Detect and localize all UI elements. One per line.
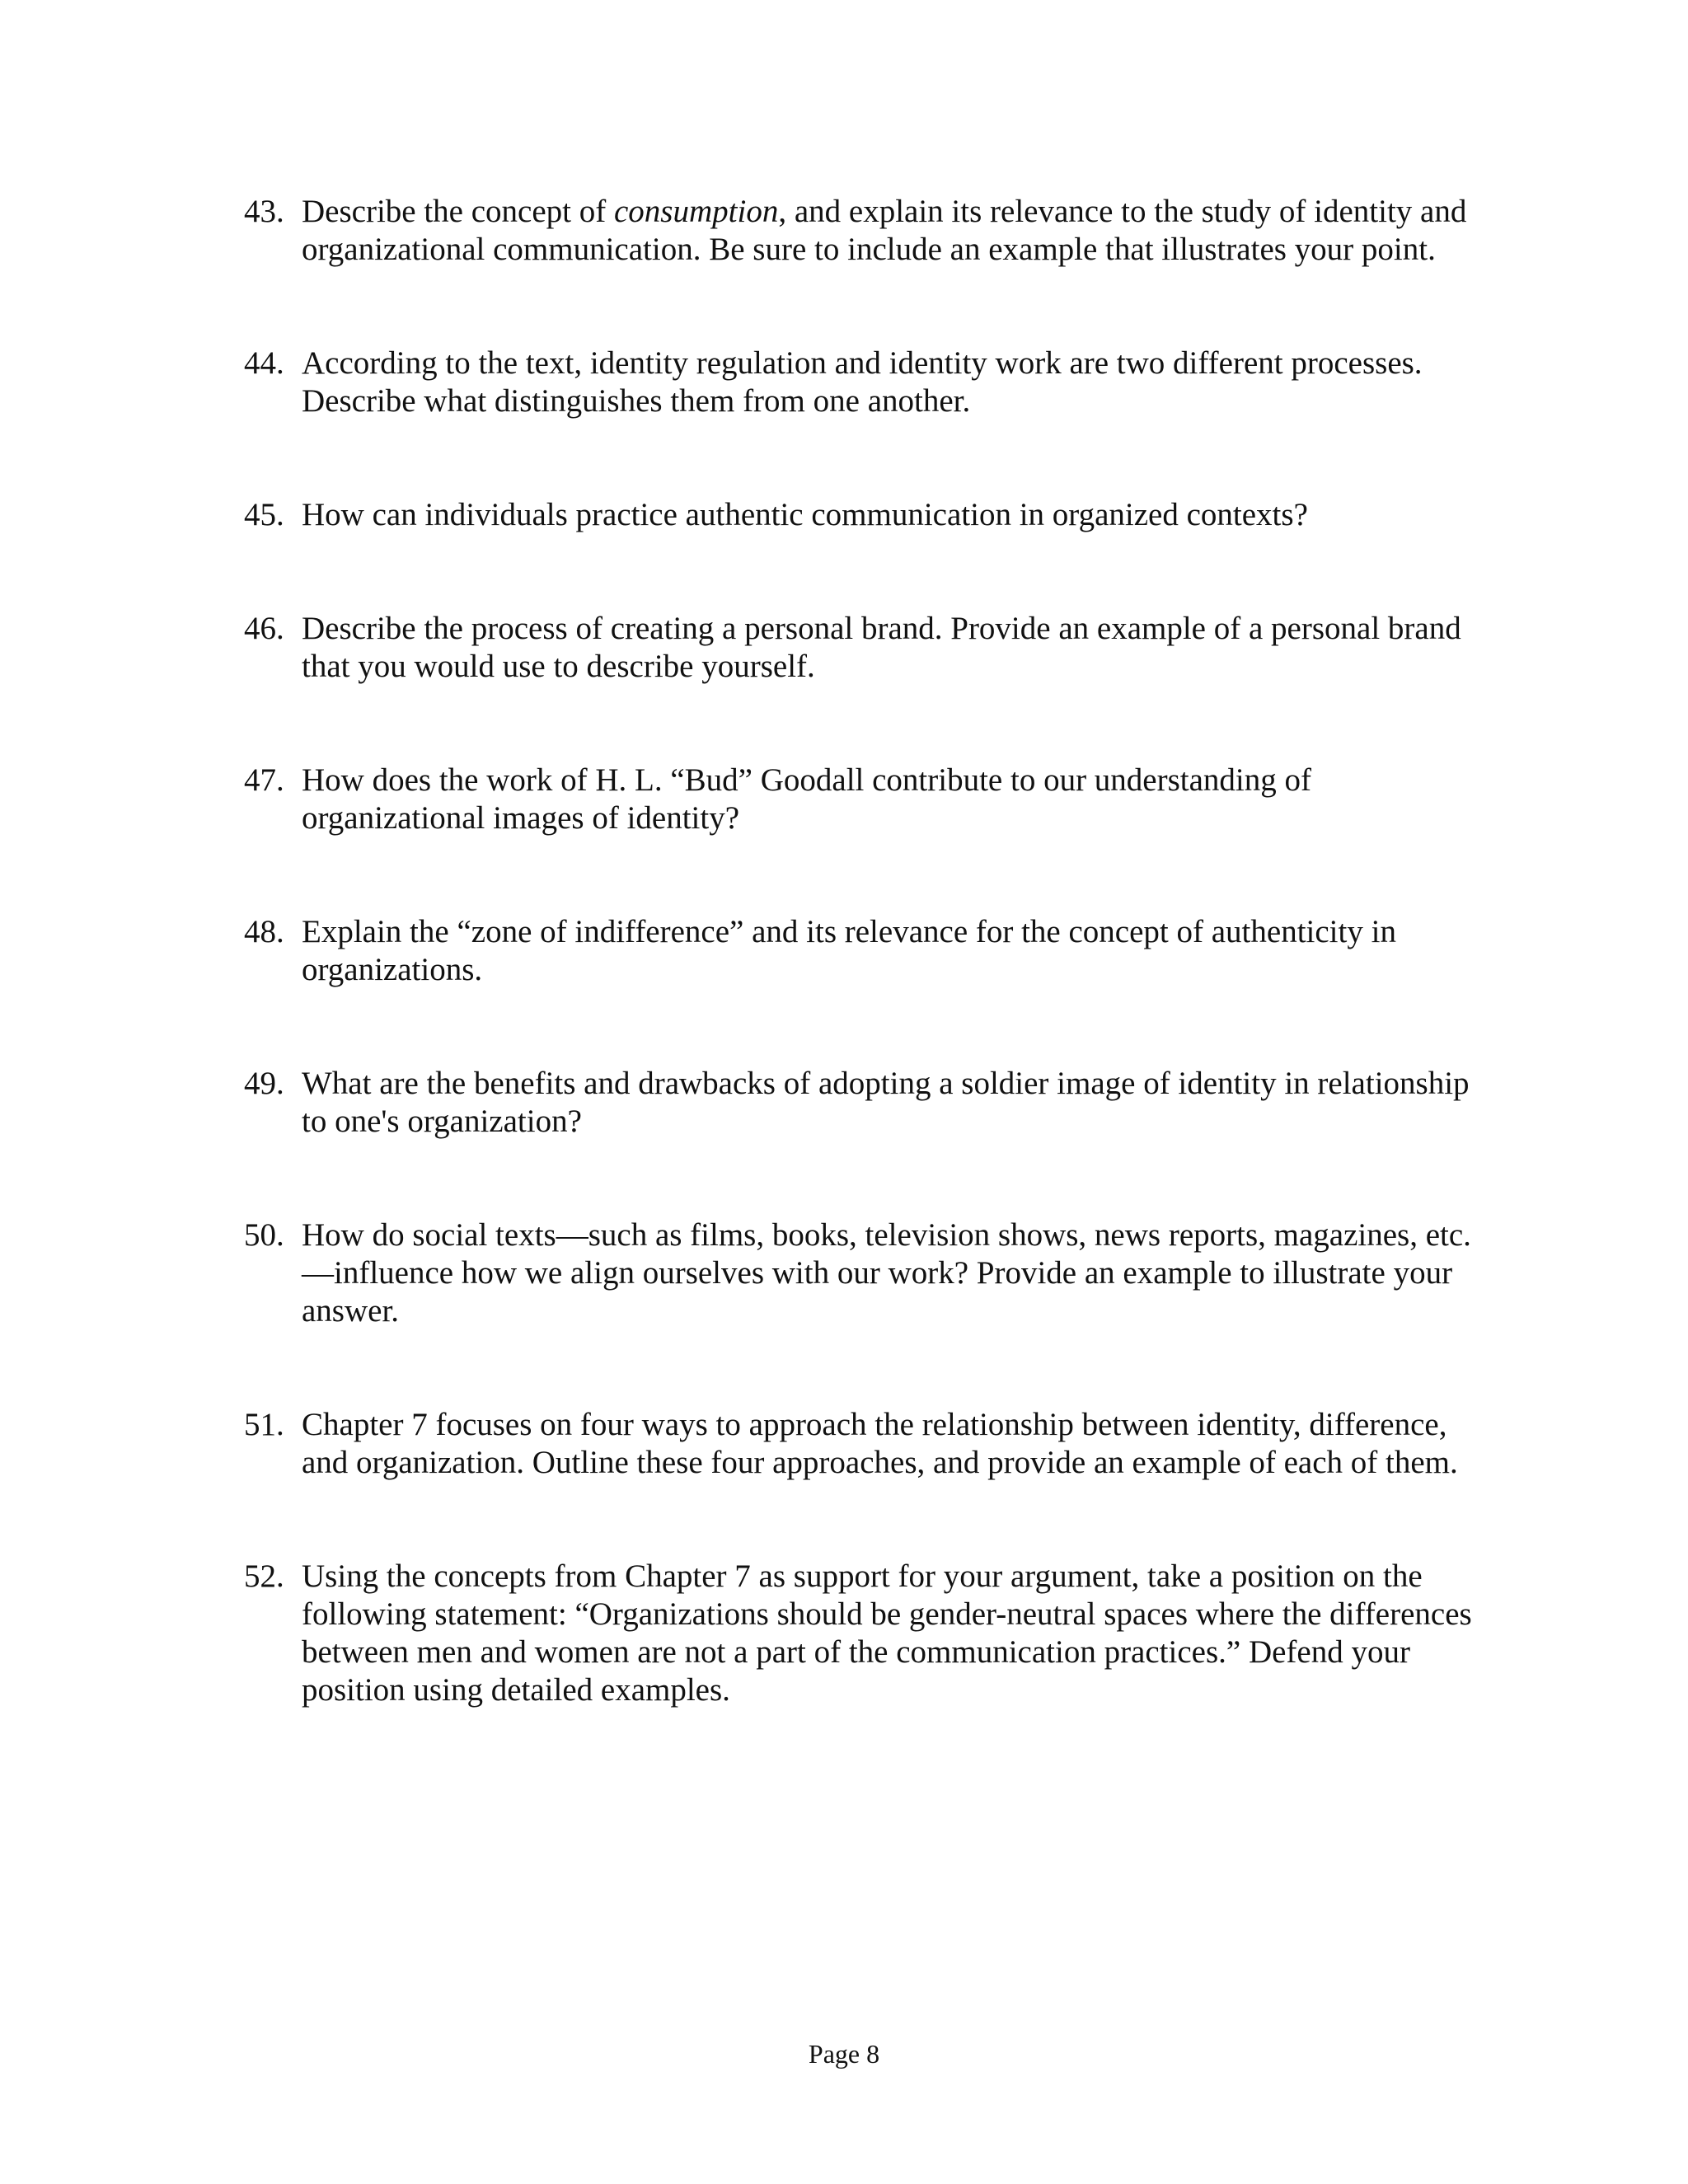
- question-text: [302, 345, 1423, 419]
- question-text-part: According to the text, identity regulation and identity work are two different processes. Describe what distinguishes them from one another.: [302, 345, 1423, 419]
- question-text-part: Describe the concept of: [302, 194, 614, 229]
- question-text: [302, 1558, 1472, 1708]
- question-text: [302, 497, 1308, 532]
- question-text-part: What are the benefits and drawbacks of adopting a soldier image of identity in relationship to one's organization?: [302, 1066, 1470, 1139]
- question-text-part: Explain the “zone of indifference” and its relevance for the concept of authenticity in organizations.: [302, 914, 1396, 987]
- question-text-part: How can individuals practice authentic communication in organized contexts?: [302, 497, 1308, 532]
- question-item: [244, 1216, 1472, 1330]
- question-list: [244, 193, 1472, 1785]
- question-number: 43.: [244, 194, 284, 229]
- question-text: [302, 1217, 1471, 1329]
- question-text-part: , and explain its relevance to the study of identity and organizational communication. Be sure to include an example that illustrates your point.: [302, 194, 1467, 267]
- question-text-part: How does the work of H. L. “Bud” Goodall contribute to our understanding of organizational images of identity?: [302, 762, 1311, 836]
- question-number: 48.: [244, 914, 284, 949]
- question-text: [302, 611, 1461, 684]
- page-number: Page 8: [808, 2039, 880, 2069]
- question-item: [244, 762, 1472, 837]
- question-text-part: How do social texts—such as films, books, television shows, news reports, magazines, etc.—influence how we align ourselves with our work? Provide an example to illustrate your answer.: [302, 1217, 1471, 1329]
- question-item: [244, 496, 1472, 534]
- question-text-part: Describe the process of creating a personal brand. Provide an example of a personal brand that you would use to describe yourself.: [302, 611, 1461, 684]
- question-item: [244, 1065, 1472, 1141]
- question-item: [244, 1558, 1472, 1709]
- question-text: [302, 914, 1396, 987]
- question-item: [244, 913, 1472, 989]
- question-number: 46.: [244, 611, 284, 646]
- question-text-part: Using the concepts from Chapter 7 as support for your argument, take a position on the following statement: “Organizations should be gender-neutral spaces where the differences between men and women are not a part of the communication practices.” Defend your position using detailed examples.: [302, 1558, 1472, 1708]
- question-number: 50.: [244, 1217, 284, 1253]
- question-text-part: Chapter 7 focuses on four ways to approach the relationship between identity, difference, and organization. Outline these four approaches, and provide an example of each of them.: [302, 1407, 1458, 1480]
- question-item: [244, 610, 1472, 686]
- question-item: [244, 1406, 1472, 1482]
- question-number: 45.: [244, 497, 284, 532]
- question-text: [302, 762, 1311, 836]
- question-item: [244, 344, 1472, 420]
- question-number: 52.: [244, 1558, 284, 1594]
- question-item: [244, 193, 1472, 269]
- question-number: 47.: [244, 762, 284, 798]
- question-text: [302, 1066, 1470, 1139]
- question-number: 44.: [244, 345, 284, 381]
- question-number: 51.: [244, 1407, 284, 1442]
- question-text: [302, 194, 1466, 267]
- question-text-italic: consumption: [614, 194, 779, 229]
- question-text: [302, 1407, 1458, 1480]
- question-number: 49.: [244, 1066, 284, 1101]
